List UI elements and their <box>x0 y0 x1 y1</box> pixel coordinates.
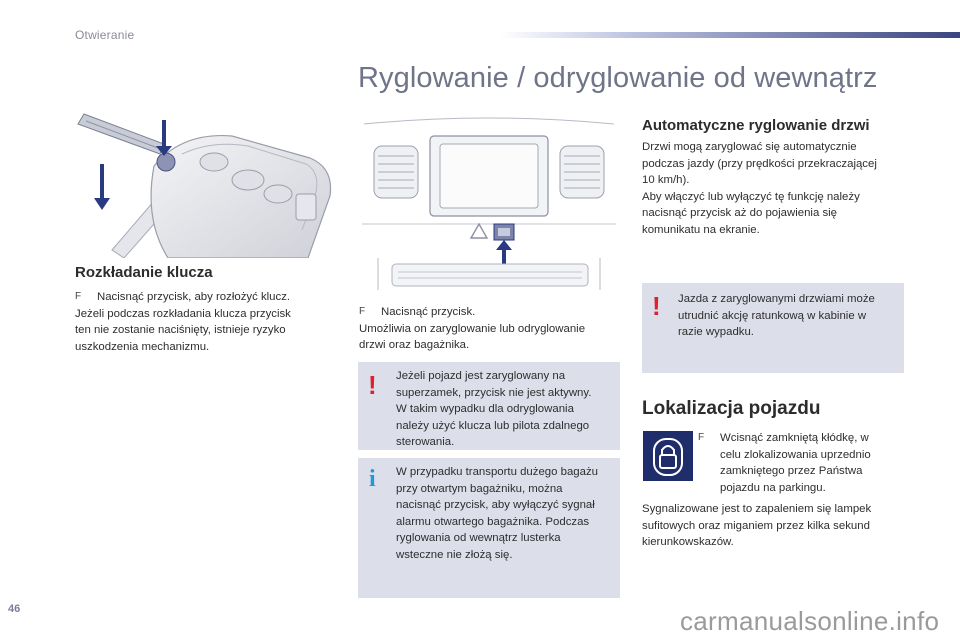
bullet-marker: F <box>698 432 705 443</box>
warning-icon: ! <box>368 370 377 400</box>
auto-lock-heading: Automatyczne ryglowanie drzwi <box>642 117 870 134</box>
key-unfold-bullet: F Nacisnąć przycisk, aby rozłożyć klucz. <box>75 289 320 306</box>
page-title: Ryglowanie / odryglowanie od wewnątrz <box>358 62 878 94</box>
rescue-warning-text: Jazda z zaryglowanymi drzwiami może utrudnić akcję ratunkową w kabinie w razie wypadku. <box>678 293 875 338</box>
warning-icon: ! <box>652 291 661 321</box>
key-unfold-heading: Rozkładanie klucza <box>75 264 213 281</box>
info-icon: i <box>369 466 376 492</box>
key-illustration <box>72 110 342 258</box>
bullet-marker: F <box>359 306 366 317</box>
auto-lock-text: Drzwi mogą zaryglować się automatycznie podczas jazdy (przy prędkości przekraczającej 10 km/h). Aby włączyć lub wyłączyć tę funkcję należy nacisnąć przycisk aż do pojawienia się komunikatu na ekranie. <box>642 141 877 236</box>
header-bar <box>500 32 960 38</box>
bullet-marker: F <box>75 291 82 302</box>
page-number: 46 <box>8 603 21 615</box>
locate-vehicle-bullet: F Wcisnąć zamkniętą kłódkę, w celu zlokalizowania uprzednio zamkniętego przez Państwa pojazdu na parkingu. <box>698 432 871 494</box>
padlock-icon <box>643 431 693 481</box>
rescue-warning-box <box>642 283 904 373</box>
section-label: Otwieranie <box>75 28 135 42</box>
boot-alarm-info-box <box>358 458 620 598</box>
dashboard-illustration <box>358 114 620 294</box>
superlock-warning-box <box>358 362 620 450</box>
locate-vehicle-text: Sygnalizowane jest to zapaleniem się lampek sufitowych oraz miganiem przez kilka sekund kierunkowskazów. <box>642 503 872 548</box>
watermark: carmanualsonline.info <box>680 606 940 636</box>
superlock-warning-text: Jeżeli pojazd jest zaryglowany na superzamek, przycisk nie jest aktywny. W takim wypadku dla odryglowania należy użyć klucza lub pilota zdalnego sterowania. <box>396 370 592 448</box>
boot-alarm-info-text: W przypadku transportu dużego bagażu przy otwartym bagażniku, można nacisnąć przycisk, aby wyłączyć sygnał alarmu otwartego bagażnika. Podczas ryglowania od wewnątrz lusterka wsteczne nie złożą się. <box>396 466 598 561</box>
central-locking-bullet: F Nacisnąć przycisk. <box>359 304 621 321</box>
key-unfold-text: F Nacisnąć przycisk, aby rozłożyć klucz. Jeżeli podczas rozkładania klucza przycisk ten nie zostanie naciśnięty, istnieje ryzyko uszkodzenia mechanizmu. <box>75 289 320 355</box>
central-locking-text: F Nacisnąć przycisk. Umożliwia on zaryglowanie lub odryglowanie drzwi oraz bagażnika. <box>359 304 621 354</box>
locate-vehicle-heading: Lokalizacja pojazdu <box>642 398 821 419</box>
